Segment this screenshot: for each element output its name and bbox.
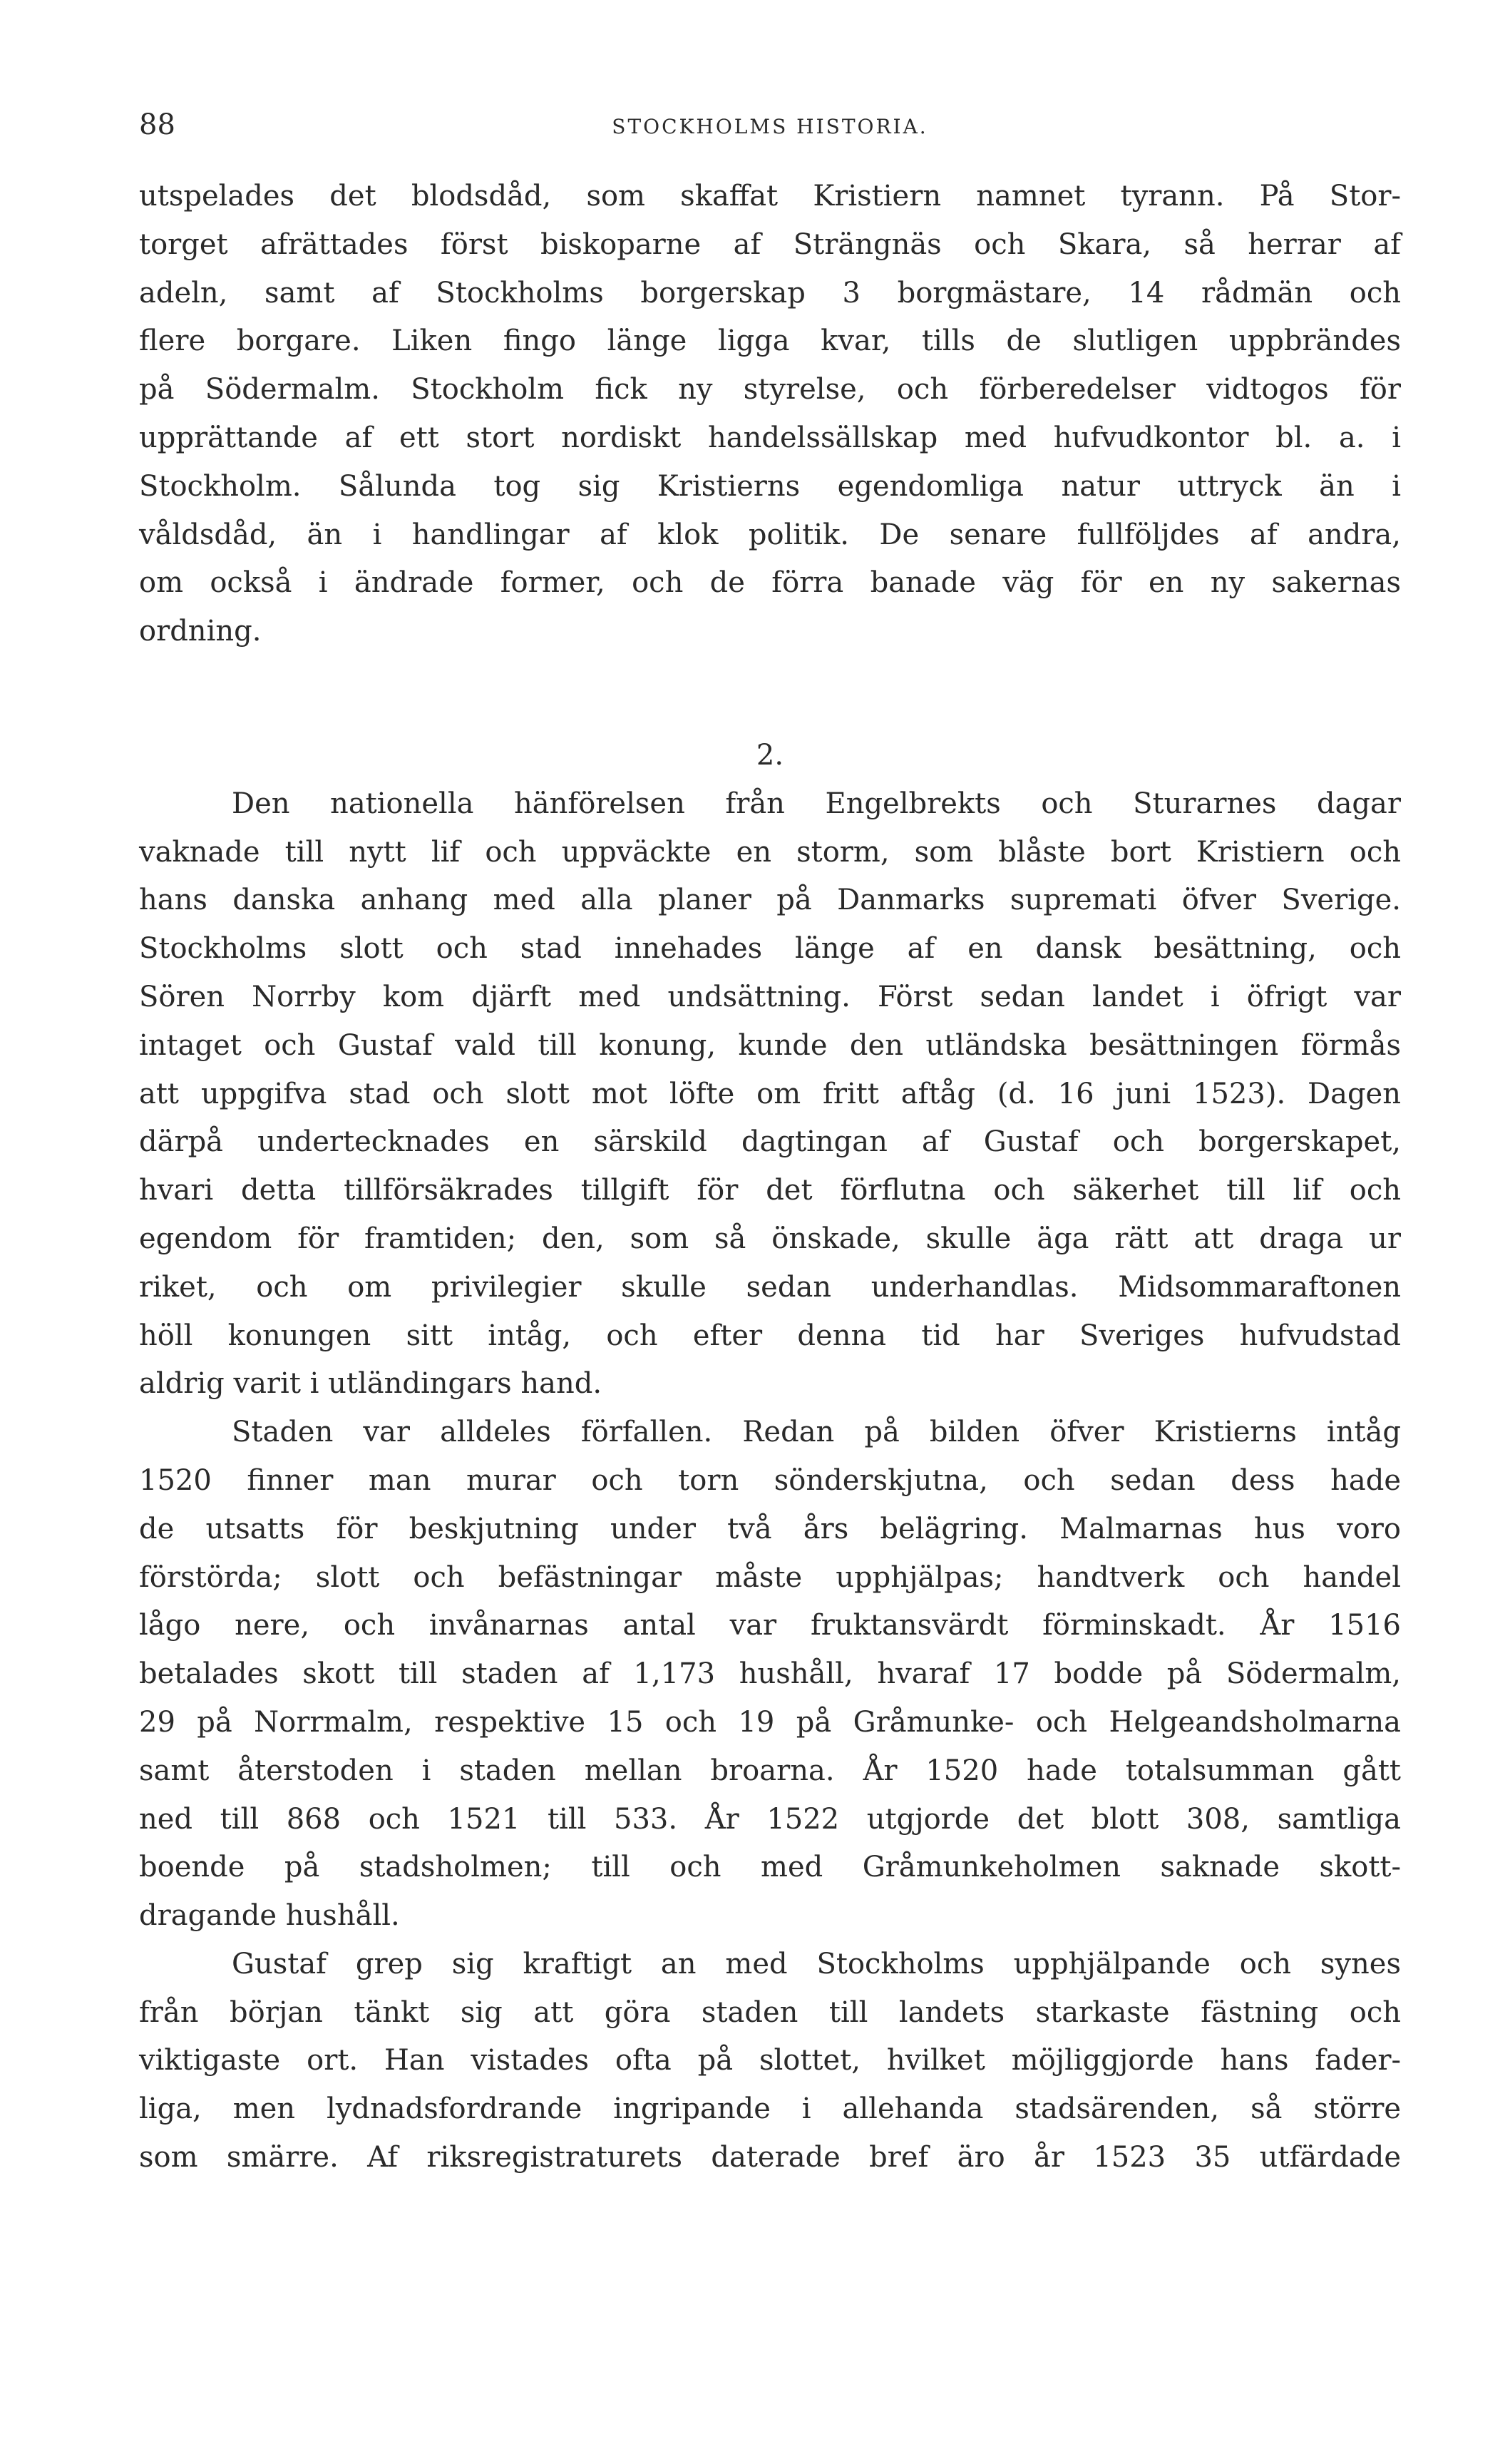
text-line: 1520 finner man murar och torn sönderskjutna, och sedan dess hade	[139, 1463, 1401, 1497]
text-line: därpå undertecknades en särskild dagtingan af Gustaf och borgerskapet,	[139, 1125, 1401, 1159]
paragraph-1	[139, 173, 1401, 656]
text-line: Stockholm. Sålunda tog sig Kristierns egendomliga natur uttryck än i	[139, 469, 1401, 503]
text-line: att uppgifva stad och slott mot löfte om fritt aftåg (d. 16 juni 1523). Dagen	[139, 1077, 1401, 1110]
text-line: boende på stadsholmen; till och med Gråmunkeholmen saknade skott-	[139, 1851, 1401, 1884]
text-line: liga, men lydnadsfordrande ingripande i allehanda stadsärenden, så större	[139, 2092, 1401, 2126]
text-line: Staden var alldeles förfallen. Redan på bilden öfver Kristierns intåg	[232, 1416, 1401, 1449]
text-line: lågo nere, och invånarnas antal var fruktansvärdt förminskadt. År 1516	[139, 1609, 1401, 1642]
text-line: de utsatts för beskjutning under två års belägring. Malmarnas hus voro	[139, 1512, 1401, 1545]
text-line: 29 på Norrmalm, respektive 15 och 19 på Gråmunke- och Helgeandsholmarna	[139, 1705, 1401, 1739]
text-line: vaknade till nytt lif och uppväckte en storm, som blåste bort Kristiern och	[139, 835, 1401, 869]
text-line: från början tänkt sig att göra staden till landets starkaste fästning och	[139, 1995, 1401, 2029]
text-line: hans danska anhang med alla planer på Danmarks supremati öfver Sverige.	[139, 884, 1401, 917]
body-text	[139, 173, 1401, 2182]
text-line: viktigaste ort. Han vistades ofta på slottet, hvilket möjliggjorde hans fader-	[139, 2044, 1401, 2077]
text-line: Den nationella hänförelsen från Engelbrekts och Sturarnes dagar	[232, 787, 1401, 820]
text-line: intaget och Gustaf vald till konung, kunde den utländska besättningen förmås	[139, 1028, 1401, 1062]
text-line: ned till 868 och 1521 till 533. År 1522 utgjorde det blott 308, samtliga	[139, 1802, 1401, 1836]
text-line: på Södermalm. Stockholm fick ny styrelse, och förberedelser vidtogos för	[139, 373, 1401, 407]
page-number: 88	[139, 108, 175, 141]
text-line: om också i ändrade former, och de förra banade väg för en ny sakernas	[139, 566, 1401, 600]
text-line: torget afrättades först biskoparne af Strängnäs och Skara, så herrar af	[139, 228, 1401, 261]
text-line: Gustaf grep sig kraftigt an med Stockholms upphjälpande och synes	[232, 1947, 1401, 1980]
text-line: höll konungen sitt intåg, och efter denna tid har Sveriges hufvudstad	[139, 1319, 1401, 1352]
text-line: riket, och om privilegier skulle sedan underhandlas. Midsommaraftonen	[139, 1270, 1401, 1304]
text-line: förstörda; slott och befästningar måste upphjälpas; handtverk och handel	[139, 1560, 1401, 1594]
text-line: egendom för framtiden; den, som så önskade, skulle äga rätt att draga ur	[139, 1222, 1401, 1255]
text-line: Sören Norrby kom djärft med undsättning. Först sedan landet i öfrigt var	[139, 980, 1401, 1013]
text-line: dragande hushåll.	[139, 1899, 400, 1933]
text-line: ordning.	[139, 615, 262, 648]
page-header	[139, 103, 1401, 146]
text-line: aldrig varit i utländingars hand.	[139, 1367, 602, 1401]
paragraph-4	[139, 1941, 1401, 2182]
section-number: 2.	[756, 738, 784, 772]
text-line: flere borgare. Liken fingo länge ligga kvar, tills de slutligen uppbrändes	[139, 324, 1401, 358]
text-line: som smärre. Af riksregistraturets daterade bref äro år 1523 35 utfärdade	[139, 2141, 1401, 2174]
text-line: utspelades det blodsdåd, som skaffat Kristiern namnet tyrann. På Stor-	[139, 180, 1401, 213]
text-line: samt återstoden i staden mellan broarna. År 1520 hade totalsumman gått	[139, 1754, 1401, 1787]
running-title: STOCKHOLMS HISTORIA.	[612, 115, 928, 138]
text-line: våldsdåd, än i handlingar af klok politik. De senare fullföljdes af andra,	[139, 518, 1401, 551]
text-line: betalades skott till staden af 1,173 hushåll, hvaraf 17 bodde på Södermalm,	[139, 1657, 1401, 1691]
text-line: upprättande af ett stort nordiskt handelssällskap med hufvudkontor bl. a. i	[139, 421, 1401, 454]
text-line: hvari detta tillförsäkrades tillgift för det förflutna och säkerhet till lif och	[139, 1174, 1401, 1207]
text-line: adeln, samt af Stockholms borgerskap 3 borgmästare, 14 rådmän och	[139, 276, 1401, 310]
text-line: Stockholms slott och stad innehades länge af en dansk besättning, och	[139, 932, 1401, 966]
paragraph-2	[139, 780, 1401, 1409]
paragraph-3	[139, 1409, 1401, 1941]
